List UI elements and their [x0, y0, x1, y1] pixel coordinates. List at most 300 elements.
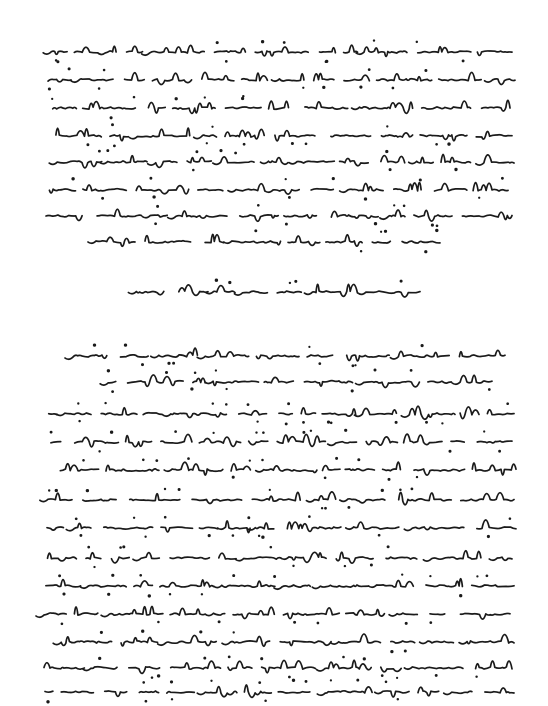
handwritten-word — [347, 355, 390, 361]
handwritten-word — [399, 492, 452, 504]
diacritic-dot — [401, 573, 403, 575]
handwritten-word — [129, 667, 160, 674]
diacritic-dot — [164, 488, 166, 490]
diacritic-dot — [435, 674, 438, 677]
handwritten-word — [320, 48, 336, 53]
handwritten-word — [356, 381, 420, 387]
handwritten-word — [435, 184, 467, 191]
diacritic-dot — [103, 69, 106, 72]
diacritic-dot — [234, 152, 237, 155]
diacritic-dot — [395, 421, 398, 424]
handwritten-word — [197, 351, 249, 359]
handwritten-word — [215, 48, 246, 52]
handwritten-word — [194, 135, 217, 138]
diacritic-dot — [360, 250, 362, 252]
diacritic-dot — [71, 177, 74, 180]
handwritten-word — [40, 493, 72, 501]
diacritic-dot — [101, 197, 104, 200]
diacritic-dot — [174, 430, 177, 433]
handwritten-word — [240, 215, 278, 221]
diacritic-dot — [254, 229, 257, 232]
diacritic-dot — [124, 343, 127, 346]
handwritten-word — [105, 691, 127, 696]
handwritten-word — [317, 687, 372, 695]
handwritten-word — [133, 553, 159, 561]
handwritten-word — [284, 215, 317, 218]
handwritten-word — [56, 128, 101, 137]
diacritic-dot — [241, 97, 244, 100]
handwritten-word — [128, 291, 163, 294]
handwritten-word — [81, 585, 127, 588]
diacritic-dot — [104, 402, 106, 404]
diacritic-dot — [261, 459, 264, 462]
diacritic-dot — [61, 623, 64, 626]
handwritten-word — [459, 350, 505, 357]
handwritten-word — [261, 158, 288, 165]
diacritic-dot — [325, 60, 328, 63]
diacritic-dot — [399, 489, 402, 492]
handwritten-word — [179, 285, 208, 296]
diacritic-dot — [498, 450, 501, 453]
diacritic-dot — [270, 546, 273, 549]
handwritten-word — [202, 72, 234, 80]
handwritten-word — [280, 641, 331, 646]
diacritic-dot — [225, 403, 228, 406]
diacritic-dot — [87, 546, 90, 549]
diacritic-dot — [459, 594, 462, 597]
body-line-2 — [50, 429, 512, 453]
diacritic-dot — [289, 282, 291, 284]
diacritic-dot — [75, 517, 78, 520]
handwritten-word — [401, 406, 455, 419]
handwritten-word — [206, 286, 235, 294]
diacritic-dot — [93, 566, 95, 568]
diacritic-dot — [157, 674, 160, 677]
handwritten-word — [307, 355, 333, 357]
handwritten-word — [130, 494, 180, 501]
handwritten-word — [49, 189, 75, 193]
handwritten-word — [193, 378, 205, 383]
handwritten-word — [121, 637, 158, 645]
diacritic-dot — [373, 39, 375, 41]
body-line-8 — [36, 607, 510, 626]
handwritten-word — [462, 212, 512, 219]
handwritten-word — [352, 102, 413, 113]
handwritten-word — [126, 436, 152, 447]
diacritic-dot — [449, 450, 452, 453]
diacritic-dot — [261, 536, 264, 539]
diacritic-dot — [151, 676, 154, 679]
handwritten-word — [487, 410, 514, 415]
diacritic-dot — [255, 431, 257, 433]
handwritten-word — [409, 157, 434, 163]
handwritten-word — [275, 131, 315, 141]
handwritten-word — [472, 463, 516, 475]
handwritten-word — [161, 527, 193, 532]
handwritten-word — [381, 667, 401, 672]
diacritic-dot — [352, 364, 355, 367]
handwritten-word — [168, 211, 227, 219]
diacritic-dot — [164, 516, 167, 519]
handwritten-word — [354, 408, 396, 416]
handwritten-word — [235, 291, 268, 295]
handwritten-word — [152, 73, 191, 84]
handwritten-word — [274, 585, 310, 589]
diacritic-dot — [308, 515, 311, 518]
diacritic-dot — [387, 545, 390, 548]
diacritic-dot — [302, 431, 305, 434]
diacritic-dot — [291, 142, 294, 145]
diacritic-dot — [232, 534, 235, 537]
diacritic-dot — [386, 125, 388, 127]
handwritten-word — [228, 184, 265, 192]
diacritic-dot — [58, 574, 61, 577]
diacritic-dot — [247, 403, 250, 406]
diacritic-dot — [78, 420, 80, 422]
handwritten-word — [74, 46, 116, 54]
diacritic-dot — [260, 657, 263, 660]
handwritten-word — [49, 161, 101, 168]
heading-line-2 — [100, 369, 492, 393]
diacritic-dot — [351, 389, 354, 392]
diacritic-dot — [107, 369, 110, 372]
diacritic-dot — [93, 343, 96, 346]
diacritic-dot — [113, 145, 116, 148]
handwritten-word — [461, 493, 514, 501]
handwritten-word — [226, 107, 262, 108]
handwritten-word — [372, 241, 390, 243]
diacritic-dot — [247, 516, 250, 519]
handwritten-word — [145, 236, 191, 243]
diacritic-dot — [98, 87, 101, 90]
diacritic-dot — [100, 631, 103, 634]
handwritten-word — [231, 464, 250, 471]
handwritten-word — [328, 442, 357, 446]
diacritic-dot — [410, 369, 413, 372]
handwritten-word — [205, 381, 258, 385]
diacritic-dot — [476, 575, 478, 577]
diacritic-dot — [381, 489, 384, 492]
handwritten-word — [75, 437, 119, 446]
diacritic-dot — [441, 422, 443, 424]
diacritic-dot — [178, 488, 181, 491]
handwritten-word — [265, 190, 299, 195]
body-line-6 — [48, 545, 513, 568]
handwritten-word — [289, 161, 334, 164]
handwritten-word — [83, 499, 116, 501]
diacritic-dot — [212, 432, 214, 434]
diacritic-dot — [201, 593, 203, 595]
handwritten-word — [225, 129, 264, 139]
diacritic-dot — [152, 195, 155, 198]
handwritten-word — [262, 660, 316, 672]
handwritten-word — [473, 183, 508, 191]
handwritten-word — [336, 552, 373, 563]
handwritten-word — [106, 465, 159, 471]
handwritten-word — [460, 613, 510, 619]
diacritic-dot — [107, 593, 110, 596]
handwritten-word — [139, 691, 158, 693]
diacritic-dot — [416, 476, 418, 478]
handwritten-word — [476, 661, 512, 669]
diacritic-dot — [396, 677, 398, 679]
handwritten-word — [477, 51, 512, 56]
handwritten-word — [66, 523, 91, 530]
handwritten-word — [148, 103, 165, 114]
handwritten-word — [45, 691, 53, 692]
handwritten-word — [305, 102, 348, 109]
handwritten-word — [49, 414, 58, 415]
diacritic-dot — [335, 457, 338, 460]
diacritic-dot — [148, 594, 151, 597]
diacritic-dot — [243, 143, 246, 146]
upper-line-6 — [49, 177, 508, 201]
diacritic-dot — [149, 177, 152, 180]
diacritic-dot — [435, 143, 438, 146]
handwritten-word — [311, 189, 333, 190]
handwritten-word — [369, 580, 414, 587]
handwritten-word — [244, 685, 271, 697]
handwritten-word — [198, 189, 223, 191]
handwritten-word — [83, 667, 117, 671]
handwritten-word — [158, 635, 217, 645]
diacritic-dot — [327, 421, 330, 424]
handwritten-word — [83, 102, 136, 110]
handwritten-word — [264, 377, 293, 382]
handwritten-word — [482, 100, 510, 111]
handwritten-word — [71, 79, 113, 82]
diacritic-dot — [46, 700, 49, 703]
handwritten-word — [160, 580, 214, 587]
diacritic-dot — [106, 149, 109, 152]
handwritten-word — [306, 492, 335, 502]
handwritten-word — [100, 156, 147, 164]
handwritten-word — [377, 74, 432, 81]
diacritic-dot — [155, 459, 158, 462]
body-line-10 — [44, 656, 512, 679]
diacritic-dot — [388, 478, 391, 481]
handwritten-word — [143, 413, 162, 415]
diacritic-dot — [283, 41, 286, 44]
diacritic-dot — [288, 676, 291, 679]
handwritten-word — [426, 579, 462, 587]
diacritic-dot — [308, 346, 310, 348]
diacritic-dot — [318, 362, 321, 365]
diacritic-dot — [294, 280, 297, 283]
diacritic-dot — [167, 362, 170, 365]
handwritten-word — [389, 613, 417, 616]
diacritic-dot — [111, 123, 114, 126]
handwritten-word — [304, 381, 352, 387]
diacritic-dot — [390, 650, 393, 653]
diacritic-dot — [262, 431, 265, 434]
handwritten-word — [381, 156, 405, 163]
handwritten-word — [205, 234, 224, 242]
diacritic-dot — [344, 429, 347, 432]
handwritten-word — [277, 291, 301, 293]
heading-line-1 — [65, 343, 505, 367]
diacritic-dot — [215, 279, 218, 282]
diacritic-dot — [397, 698, 399, 700]
handwritten-word — [322, 409, 356, 416]
handwritten-word — [187, 157, 211, 162]
handwritten-word — [344, 45, 358, 53]
handwritten-word — [485, 79, 515, 85]
body-line-3 — [60, 457, 516, 481]
handwritten-word — [236, 557, 282, 561]
diacritic-dot — [330, 679, 332, 681]
diacritic-dot — [359, 86, 362, 89]
handwritten-word — [269, 101, 289, 109]
diacritic-dot — [374, 369, 377, 372]
handwritten-word — [97, 209, 141, 217]
diacritic-dot — [157, 621, 160, 624]
handwritten-word — [414, 210, 452, 221]
diacritic-dot — [330, 422, 333, 425]
handwritten-word — [36, 613, 66, 617]
diacritic-dot — [232, 574, 235, 577]
diacritic-dot — [405, 622, 408, 625]
handwritten-word — [214, 581, 275, 588]
handwritten-word — [247, 523, 273, 530]
handwritten-word — [346, 610, 385, 617]
diacritic-dot — [385, 681, 388, 684]
handwritten-word — [53, 107, 77, 109]
diacritic-dot — [288, 196, 291, 199]
handwritten-word — [44, 663, 84, 669]
diacritic-dot — [506, 402, 509, 405]
diacritic-dot — [285, 422, 288, 425]
handwritten-word — [301, 408, 315, 415]
diacritic-dot — [110, 431, 113, 434]
diacritic-dot — [302, 421, 305, 424]
handwritten-word — [60, 464, 98, 471]
handwritten-word — [331, 211, 378, 218]
handwritten-word — [323, 466, 341, 471]
handwritten-word — [375, 691, 409, 697]
handwritten-word — [304, 284, 357, 296]
handwritten-word — [346, 522, 399, 529]
diacritic-dot — [170, 680, 173, 683]
diacritic-dot — [165, 371, 168, 374]
diacritic-dot — [293, 621, 296, 624]
diacritic-dot — [273, 575, 276, 578]
diacritic-dot — [216, 41, 219, 44]
diacritic-dot — [228, 656, 231, 659]
diacritic-dot — [133, 96, 136, 99]
diacritic-dot — [55, 489, 58, 492]
handwritten-word — [151, 348, 198, 358]
diacritic-dot — [285, 223, 288, 226]
diacritic-dot — [411, 488, 414, 491]
diacritic-dot — [225, 388, 227, 390]
handwritten-word — [439, 72, 482, 80]
handwritten-word — [418, 47, 471, 53]
handwritten-word — [48, 79, 71, 82]
diacritic-dot — [425, 421, 428, 424]
diacritic-dot — [187, 457, 190, 460]
diacritic-dot — [431, 224, 434, 227]
handwritten-word — [222, 636, 270, 646]
handwritten-word — [43, 51, 67, 54]
handwritten-word — [101, 607, 163, 617]
handwritten-word — [345, 469, 374, 471]
handwritten-word — [65, 355, 107, 359]
diacritic-dot — [305, 680, 308, 683]
diacritic-dot — [429, 575, 431, 577]
diacritic-dot — [370, 564, 373, 567]
diacritic-dot — [374, 222, 377, 225]
diacritic-dot — [356, 679, 359, 682]
handwritten-word — [47, 527, 63, 530]
handwritten-word — [110, 135, 128, 141]
diacritic-dot — [98, 657, 101, 660]
diacritic-dot — [233, 631, 235, 633]
handwritten-word — [46, 580, 81, 587]
diacritic-dot — [98, 450, 100, 452]
diacritic-dot — [204, 96, 206, 98]
diacritic-dot — [509, 517, 512, 520]
handwritten-word — [366, 437, 397, 445]
handwritten-word — [358, 291, 420, 297]
diacritic-dot — [79, 534, 82, 537]
diacritic-dot — [192, 169, 195, 172]
diacritic-dot — [389, 168, 392, 171]
diacritic-dot — [50, 431, 53, 434]
handwritten-word — [422, 101, 471, 109]
handwritten-word — [476, 155, 514, 165]
handwritten-word — [420, 135, 467, 141]
handwritten-word — [326, 235, 362, 246]
handwritten-word — [477, 441, 512, 443]
diacritic-dot — [190, 387, 193, 390]
diacritic-dot — [48, 489, 50, 491]
diacritic-dot — [332, 177, 335, 180]
diacritic-dot — [154, 222, 157, 225]
handwritten-word — [213, 157, 254, 164]
handwritten-word — [472, 585, 514, 587]
handwritten-word — [404, 527, 464, 530]
handwritten-word — [391, 641, 415, 643]
handwritten-word — [444, 691, 472, 694]
handwritten-word — [317, 660, 372, 671]
diacritic-dot — [488, 388, 491, 391]
diacritic-dot — [172, 362, 175, 365]
body-line-9 — [53, 630, 514, 654]
handwritten-word — [171, 661, 221, 669]
diacritic-dot — [385, 150, 388, 153]
handwritten-word — [199, 437, 240, 446]
upper-line-1 — [43, 39, 512, 63]
diacritic-dot — [302, 87, 304, 89]
diacritic-dot — [258, 681, 261, 684]
handwritten-word — [148, 161, 177, 167]
diacritic-dot — [199, 630, 202, 633]
handwritten-word — [477, 520, 516, 529]
handwritten-word — [167, 692, 195, 693]
diacritic-dot — [264, 700, 267, 703]
diacritic-dot — [261, 40, 264, 43]
diacritic-dot — [139, 574, 142, 577]
diacritic-dot — [122, 545, 125, 548]
handwritten-word — [312, 585, 368, 588]
handwritten-word — [48, 553, 77, 561]
handwritten-word — [383, 462, 401, 471]
handwritten-word — [340, 183, 383, 192]
handwritten-word — [86, 553, 101, 559]
diacritic-dot — [478, 197, 480, 199]
diacritic-dot — [424, 250, 427, 253]
